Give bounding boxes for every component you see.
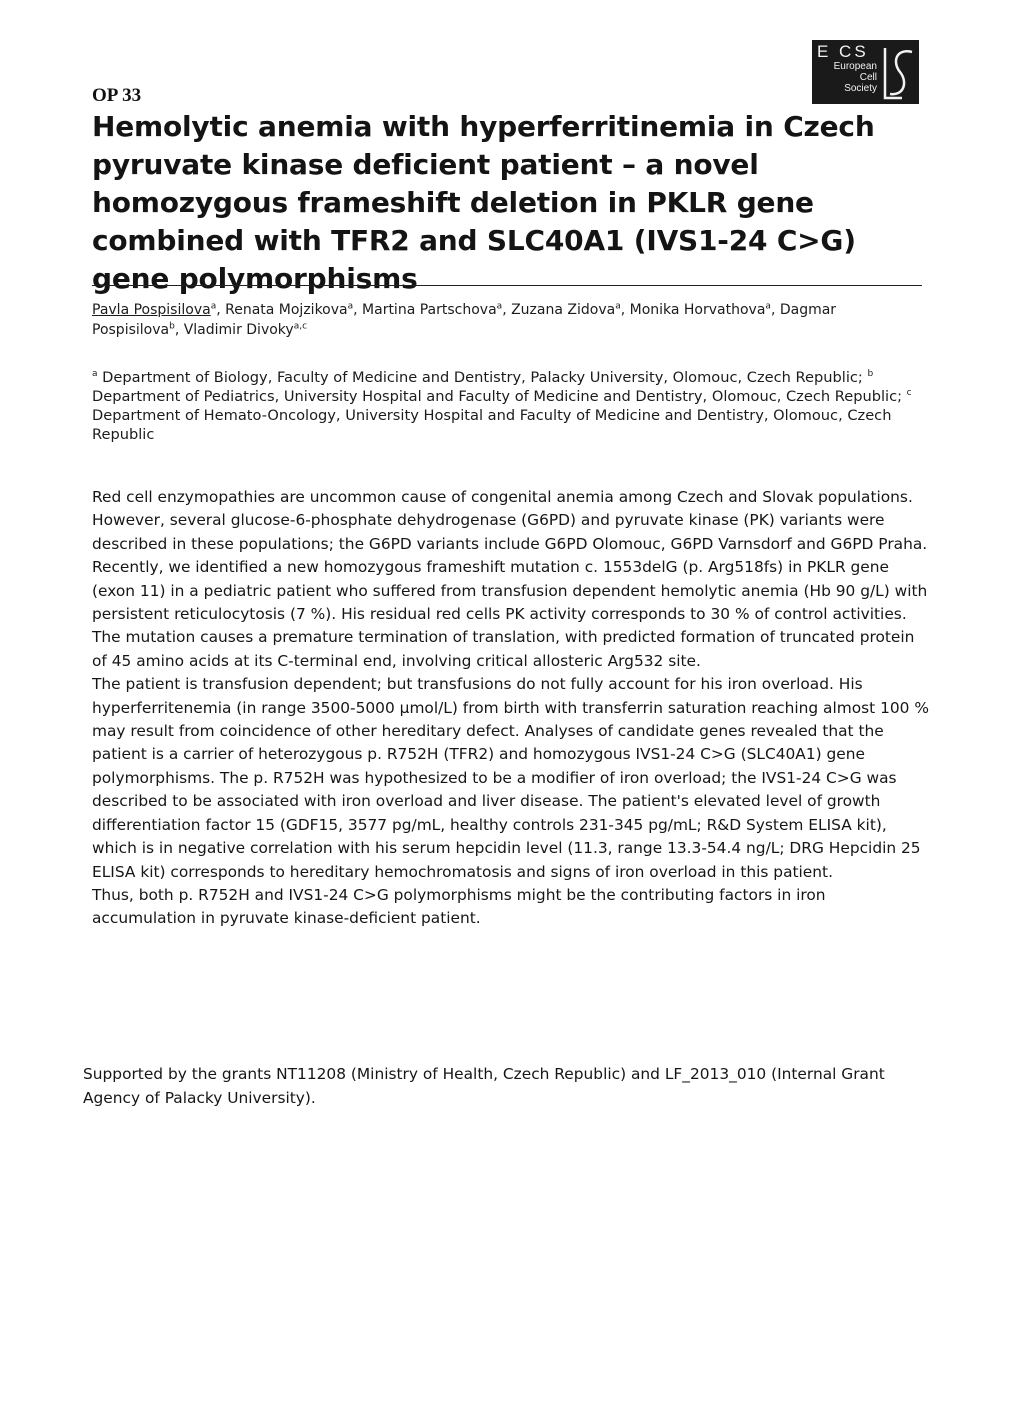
affiliation-text: Department of Hemato-Oncology, University Hospital and Faculty of Medicine and Dentistry, Olomouc, Czech Republic [92, 407, 892, 443]
abstract-paragraph: The patient is transfusion dependent; but transfusions do not fully account for his iron overload. His hyperferritenemia (in range 3500-5000 µmol/L) from birth with transferrin saturation reaching almost 100 % may result from coincidence of other hereditary defect. Analyses of candidate genes revealed that the patient is a carrier of heterozygous p. R752H (TFR2) and homozygous IVS1-24 C>G (SLC40A1) gene polymorphisms. The p. R752H was hypothesized to be a modifier of iron overload; the IVS1-24 C>G was described to be associated with iron overload and liver disease. The patient's elevated level of growth differentiation factor 15 (GDF15, 3577 pg/mL, healthy controls 231-345 pg/mL; R&D System ELISA kit), which is in negative correlation with his serum hepcidin level (11.3, range 13.3-54.4 ng/L; DRG Hepcidin 25 ELISA kit) corresponds to hereditary hemochromatosis and signs of iron overload in this patient. [92, 675, 929, 881]
author-name: Renata Mojzikova [225, 302, 348, 318]
author-affiliation-marker: a [615, 301, 621, 312]
author-affiliation-marker: a [210, 301, 217, 312]
author-name: Vladimir Divoky [183, 322, 294, 338]
title-divider [92, 285, 922, 286]
author-list: Pavla Pospisilova$^a$, Renata Mojzikova$^a$, Martina Partschova$^a$, Zuzana Zidova$^a$, Monika Horvathova$^a$, Dagmar Pospisilova$^b$, Vladimir Divoky$^{a,c}$ [92, 301, 837, 338]
affiliation-text: Department of Pediatrics, University Hospital and Faculty of Medicine and Dentistry, Olomouc, Czech Republic; [92, 388, 907, 405]
abstract-body [92, 486, 932, 931]
funding-statement: Supported by the grants NT11208 (Ministry of Health, Czech Republic) and LF_2013_010 (Internal Grant Agency of Palacky University). [83, 1065, 885, 1107]
logo-line-cell: Cell [859, 72, 877, 83]
affiliation-marker: c [906, 388, 912, 399]
ecs-logo [812, 40, 919, 104]
author-affiliation-marker: a [496, 301, 503, 312]
abstract-id: OP 33 [92, 85, 142, 106]
author-name: Pavla Pospisilova [92, 302, 211, 318]
affiliation-list [92, 368, 922, 444]
author-name: Zuzana Zidova [511, 302, 616, 318]
logo-line-society: Society [844, 83, 877, 94]
author-affiliation-marker: a [347, 301, 354, 312]
abstract-paragraph: Recently, we identified a new homozygous frameshift mutation c. 1553delG (p. Arg518fs) in PKLR gene (exon 11) in a pediatric patient who suffered from transfusion dependent hemolytic anemia (Hb 90 g/L) with persistent reticulocytosis (7 %). His residual red cells PK activity corresponds to 30 % of control activities. The mutation causes a premature termination of translation, with predicted formation of truncated protein of 45 amino acids at its C-terminal end, involving critical allosteric Arg532 site. [92, 558, 928, 670]
cell-society-logo-icon [882, 46, 916, 100]
affiliation-marker: a [92, 369, 98, 380]
author-affiliation-marker: a [765, 301, 771, 312]
abstract-paragraph: Red cell enzymopathies are uncommon cause of congenital anemia among Czech and Slovak populations. However, several glucose-6-phosphate dehydrogenase (G6PD) and pyruvate kinase (PK) variants were described in these populations; the G6PD variants include G6PD Olomouc, G6PD Varnsdorf and G6PD Praha. [92, 488, 928, 553]
affiliation-text: Department of Biology, Faculty of Medicine and Dentistry, Palacky University, Olomouc, Czech Republic; [97, 369, 868, 386]
logo-acronym: E CS [817, 42, 869, 61]
abstract-paragraph: Thus, both p. R752H and IVS1-24 C>G polymorphisms might be the contributing factors in iron accumulation in pyruvate kinase-deficient patient. [92, 885, 826, 928]
author-name: Dagmar Pospisilova [92, 302, 837, 338]
affiliation-marker: b [867, 369, 874, 380]
author-name: Martina Partschova [362, 302, 497, 318]
author-affiliation-marker: a,c [293, 321, 308, 332]
author-affiliation-marker: b [169, 321, 175, 332]
logo-line-european: European [833, 61, 877, 72]
paper-title: Hemolytic anemia with hyperferritinemia in Czech pyruvate kinase deficient patient – a novel homozygous frameshift deletion in PKLR gene combined with TFR2 and SLC40A1 (IVS1-24 C>G) gene polymorphisms [92, 110, 875, 295]
author-name: Monika Horvathova [629, 302, 766, 318]
